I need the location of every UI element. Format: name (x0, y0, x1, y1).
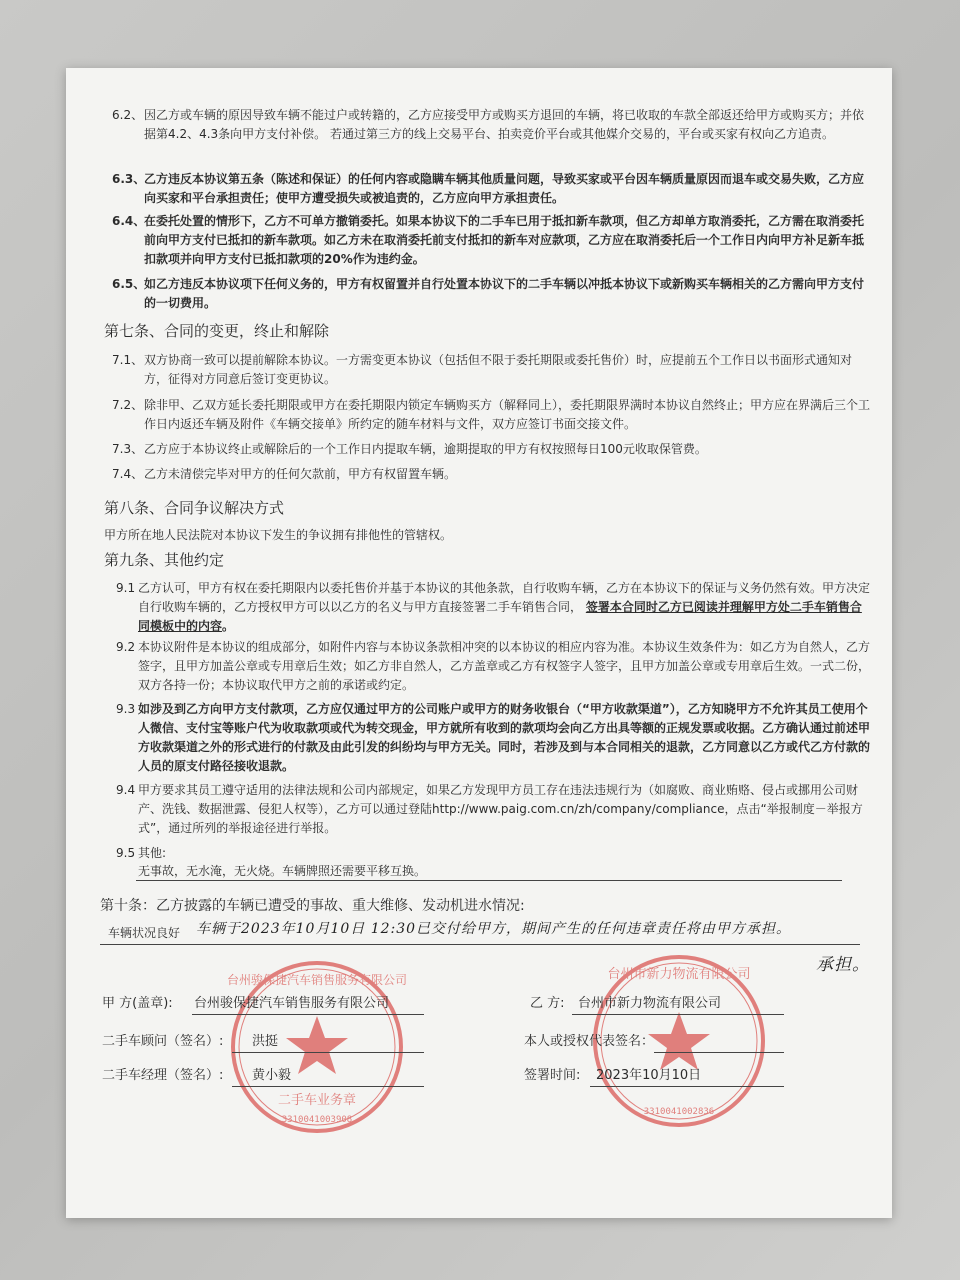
party-a-label: 甲 方(盖章): (102, 996, 173, 1011)
clause-number: 9.3 (116, 702, 136, 716)
svg-text:3310041003908: 3310041003908 (281, 1115, 353, 1125)
clause-number: 6.5、 (112, 277, 146, 291)
svg-text:台州市新力物流有限公司: 台州市新力物流有限公司 (607, 967, 751, 982)
handwritten-note-end: 承担。 (816, 955, 870, 975)
clause-9-4: 甲方要求其员工遵守适用的法律法规和公司内部规定，如果乙方发现甲方员工存在违法违规行为（如腐败、商业贿赂、侵占或挪用公司财产、洗钱、数据泄露、侵犯人权等），乙方可以通过登陆http://www.paig.com.cn/zh/company/compliance，点击“举报制度－举报方式”，通过所列的举报途径进行举报。 (138, 783, 863, 835)
clause-number: 7.4、 (112, 467, 144, 481)
section-8-text: 甲方所在地人民法院对本协议下发生的争议拥有排他性的管辖权。 (104, 528, 453, 542)
signature-line (232, 1052, 424, 1053)
clause-9-2: 本协议附件是本协议的组成部分，如附件内容与本协议条款相冲突的以本协议的相应内容为准。本协议生效条件为：如乙方为自然人，乙方签字，且甲方加盖公章或专用章后生效；如乙方非自然人，乙方盖章或乙方有权签字人签字，且甲方加盖公章或专用章后生效。一式二份，双方各持一份；本协议取代甲方之前的承诺或约定。 (138, 640, 871, 692)
date-label: 签署时间: (524, 1068, 581, 1083)
section-8-heading: 第八条、合同争议解决方式 (104, 499, 285, 517)
clause-9-5-label: 其他: (138, 846, 167, 860)
section-7-heading: 第七条、合同的变更，终止和解除 (104, 322, 330, 340)
handwritten-note: 车辆于2023年10月10日 12:30已交付给甲方，期间产生的任何违章责任将由甲方承担。 (196, 921, 792, 937)
clause-9-1-end: 。 (222, 619, 235, 633)
signature-line (572, 1014, 784, 1015)
clause-number: 7.2、 (112, 398, 144, 412)
fill-line (136, 880, 842, 881)
section-9-heading: 第九条、其他约定 (104, 551, 225, 569)
svg-text:3310041002836: 3310041002836 (643, 1107, 715, 1117)
party-b-value: 台州市新力物流有限公司 (578, 996, 722, 1011)
clause-number: 9.1 (116, 581, 136, 595)
signature-line (232, 1086, 424, 1087)
clause-9-1-bold: 签署本合同时乙方已阅读并理解甲方处二手车销售合同模板中的内容 (138, 600, 862, 633)
clause-6-4: 在委托处置的情形下，乙方不可单方撤销委托。如果本协议下的二手车已用于抵扣新车款项，但乙方却单方取消委托，乙方需在取消委托前向甲方支付已抵扣的新车款项。如乙方未在取消委托前支付抵扣的新车对应款项，乙方应在取消委托后一个工作日内向甲方补足新车抵扣款项并向甲方支付已抵扣款项的20%作为违约金。 (144, 214, 865, 266)
fill-line (100, 944, 860, 945)
clause-7-2: 除非甲、乙双方延长委托期限或甲方在委托期限内锁定车辆购买方（解释同上），委托期限界满时本协议自然终止；甲方应在界满后三个工作日内返还车辆及附件《车辆交接单》所约定的随车材料与文件，双方应签订书面交接文件。 (144, 398, 871, 431)
clause-6-3: 乙方违反本协议第五条（陈述和保证）的任何内容或隐瞒车辆其他质量问题，导致买家或平台因车辆质量原因而退车或交易失败，乙方应向买家和平台承担责任；使甲方遭受损失或被追责的，乙方应向甲方承担责任。 (144, 172, 865, 205)
party-a-value: 台州骏保捷汽车销售服务有限公司 (194, 996, 390, 1011)
signature-line (192, 1014, 424, 1015)
clause-9-3: 如涉及到乙方向甲方支付款项，乙方应仅通过甲方的公司账户或甲方的财务收银台（“甲方收款渠道”），乙方知晓甲方不允许其员工使用个人微信、支付宝等账户代为收取款项或代为转交现金，甲方就所有收到的款项均会向乙方出具等额的正规发票或收据。乙方确认通过前述甲方收款渠道之外的形式进行的付款及由此引发的纠纷均与甲方无关。同时，若涉及到与本合同相关的退款，乙方同意以乙方或代乙方付款的人员的原支付路径接收退款。 (138, 702, 871, 773)
advisor-value: 洪挺 (252, 1034, 279, 1049)
section-10-heading: 第十条：乙方披露的车辆已遭受的事故、重大维修、发动机进水情况: (100, 898, 525, 914)
manager-value: 黄小毅 (252, 1068, 292, 1083)
clause-number: 7.3、 (112, 442, 144, 456)
clause-6-5: 如乙方违反本协议项下任何义务的，甲方有权留置并自行处置本协议下的二手车辆以冲抵本协议下或新购买车辆相关的乙方需向甲方支付的一切费用。 (144, 277, 865, 310)
clause-number: 6.2、 (112, 108, 144, 122)
date-value: 2023年10月10日 (596, 1068, 702, 1083)
manager-label: 二手车经理（签名）: (102, 1068, 224, 1083)
clause-7-1: 双方协商一致可以提前解除本协议。一方需变更本协议（包括但不限于委托期限或委托售价）时，应提前五个工作日以书面形式通知对方，征得对方同意后签订变更协议。 (144, 353, 853, 386)
clause-number: 9.5 (116, 846, 136, 860)
party-b-label: 乙 方: (530, 996, 565, 1011)
clause-number: 6.4、 (112, 214, 146, 228)
vehicle-status: 车辆状况良好 (108, 926, 181, 940)
clause-9-5-fill: 无事故，无水淹，无火烧。车辆牌照还需要平移互换。 (138, 864, 427, 878)
signature-line (654, 1052, 784, 1053)
svg-text:二手车业务章: 二手车业务章 (277, 1093, 357, 1108)
clause-9-1 (138, 579, 870, 636)
rep-label: 本人或授权代表签名： (524, 1034, 655, 1049)
clause-number: 6.3、 (112, 172, 146, 186)
signature-line (590, 1086, 784, 1087)
clause-7-3: 乙方应于本协议终止或解除后的一个工作日内提取车辆，逾期提取的甲方有权按照每日100元收取保管费。 (144, 442, 707, 456)
clause-9-1-text: 乙方认可，甲方有权在委托期限内以委托售价并基于本协议的其他条款，自行收购车辆，乙方在本协议下的保证与义务仍然有效。甲方决定自行收购车辆的，乙方授权甲方可以以乙方的名义与甲方直接签署二手车销售合同， (138, 581, 871, 614)
clause-number: 9.2 (116, 640, 136, 654)
contract-page (66, 68, 892, 1218)
clause-7-4: 乙方未清偿完毕对甲方的任何欠款前，甲方有权留置车辆。 (144, 467, 457, 481)
svg-text:台州骏保捷汽车销售服务有限公司: 台州骏保捷汽车销售服务有限公司 (226, 973, 408, 987)
clause-number: 9.4 (116, 783, 136, 797)
advisor-label: 二手车顾问（签名）: (102, 1034, 224, 1049)
clause-6-2: 因乙方或车辆的原因导致车辆不能过户或转籍的，乙方应接受甲方或购买方退回的车辆，将已收取的车款全部返还给甲方或购买方；并依据第4.2、4.3条向甲方支付补偿。 若通过第三方的线上交易平台、拍卖竞价平台或其他媒介交易的，平台或买家有权向乙方追责。 (144, 108, 865, 141)
clause-number: 7.1、 (112, 353, 144, 367)
